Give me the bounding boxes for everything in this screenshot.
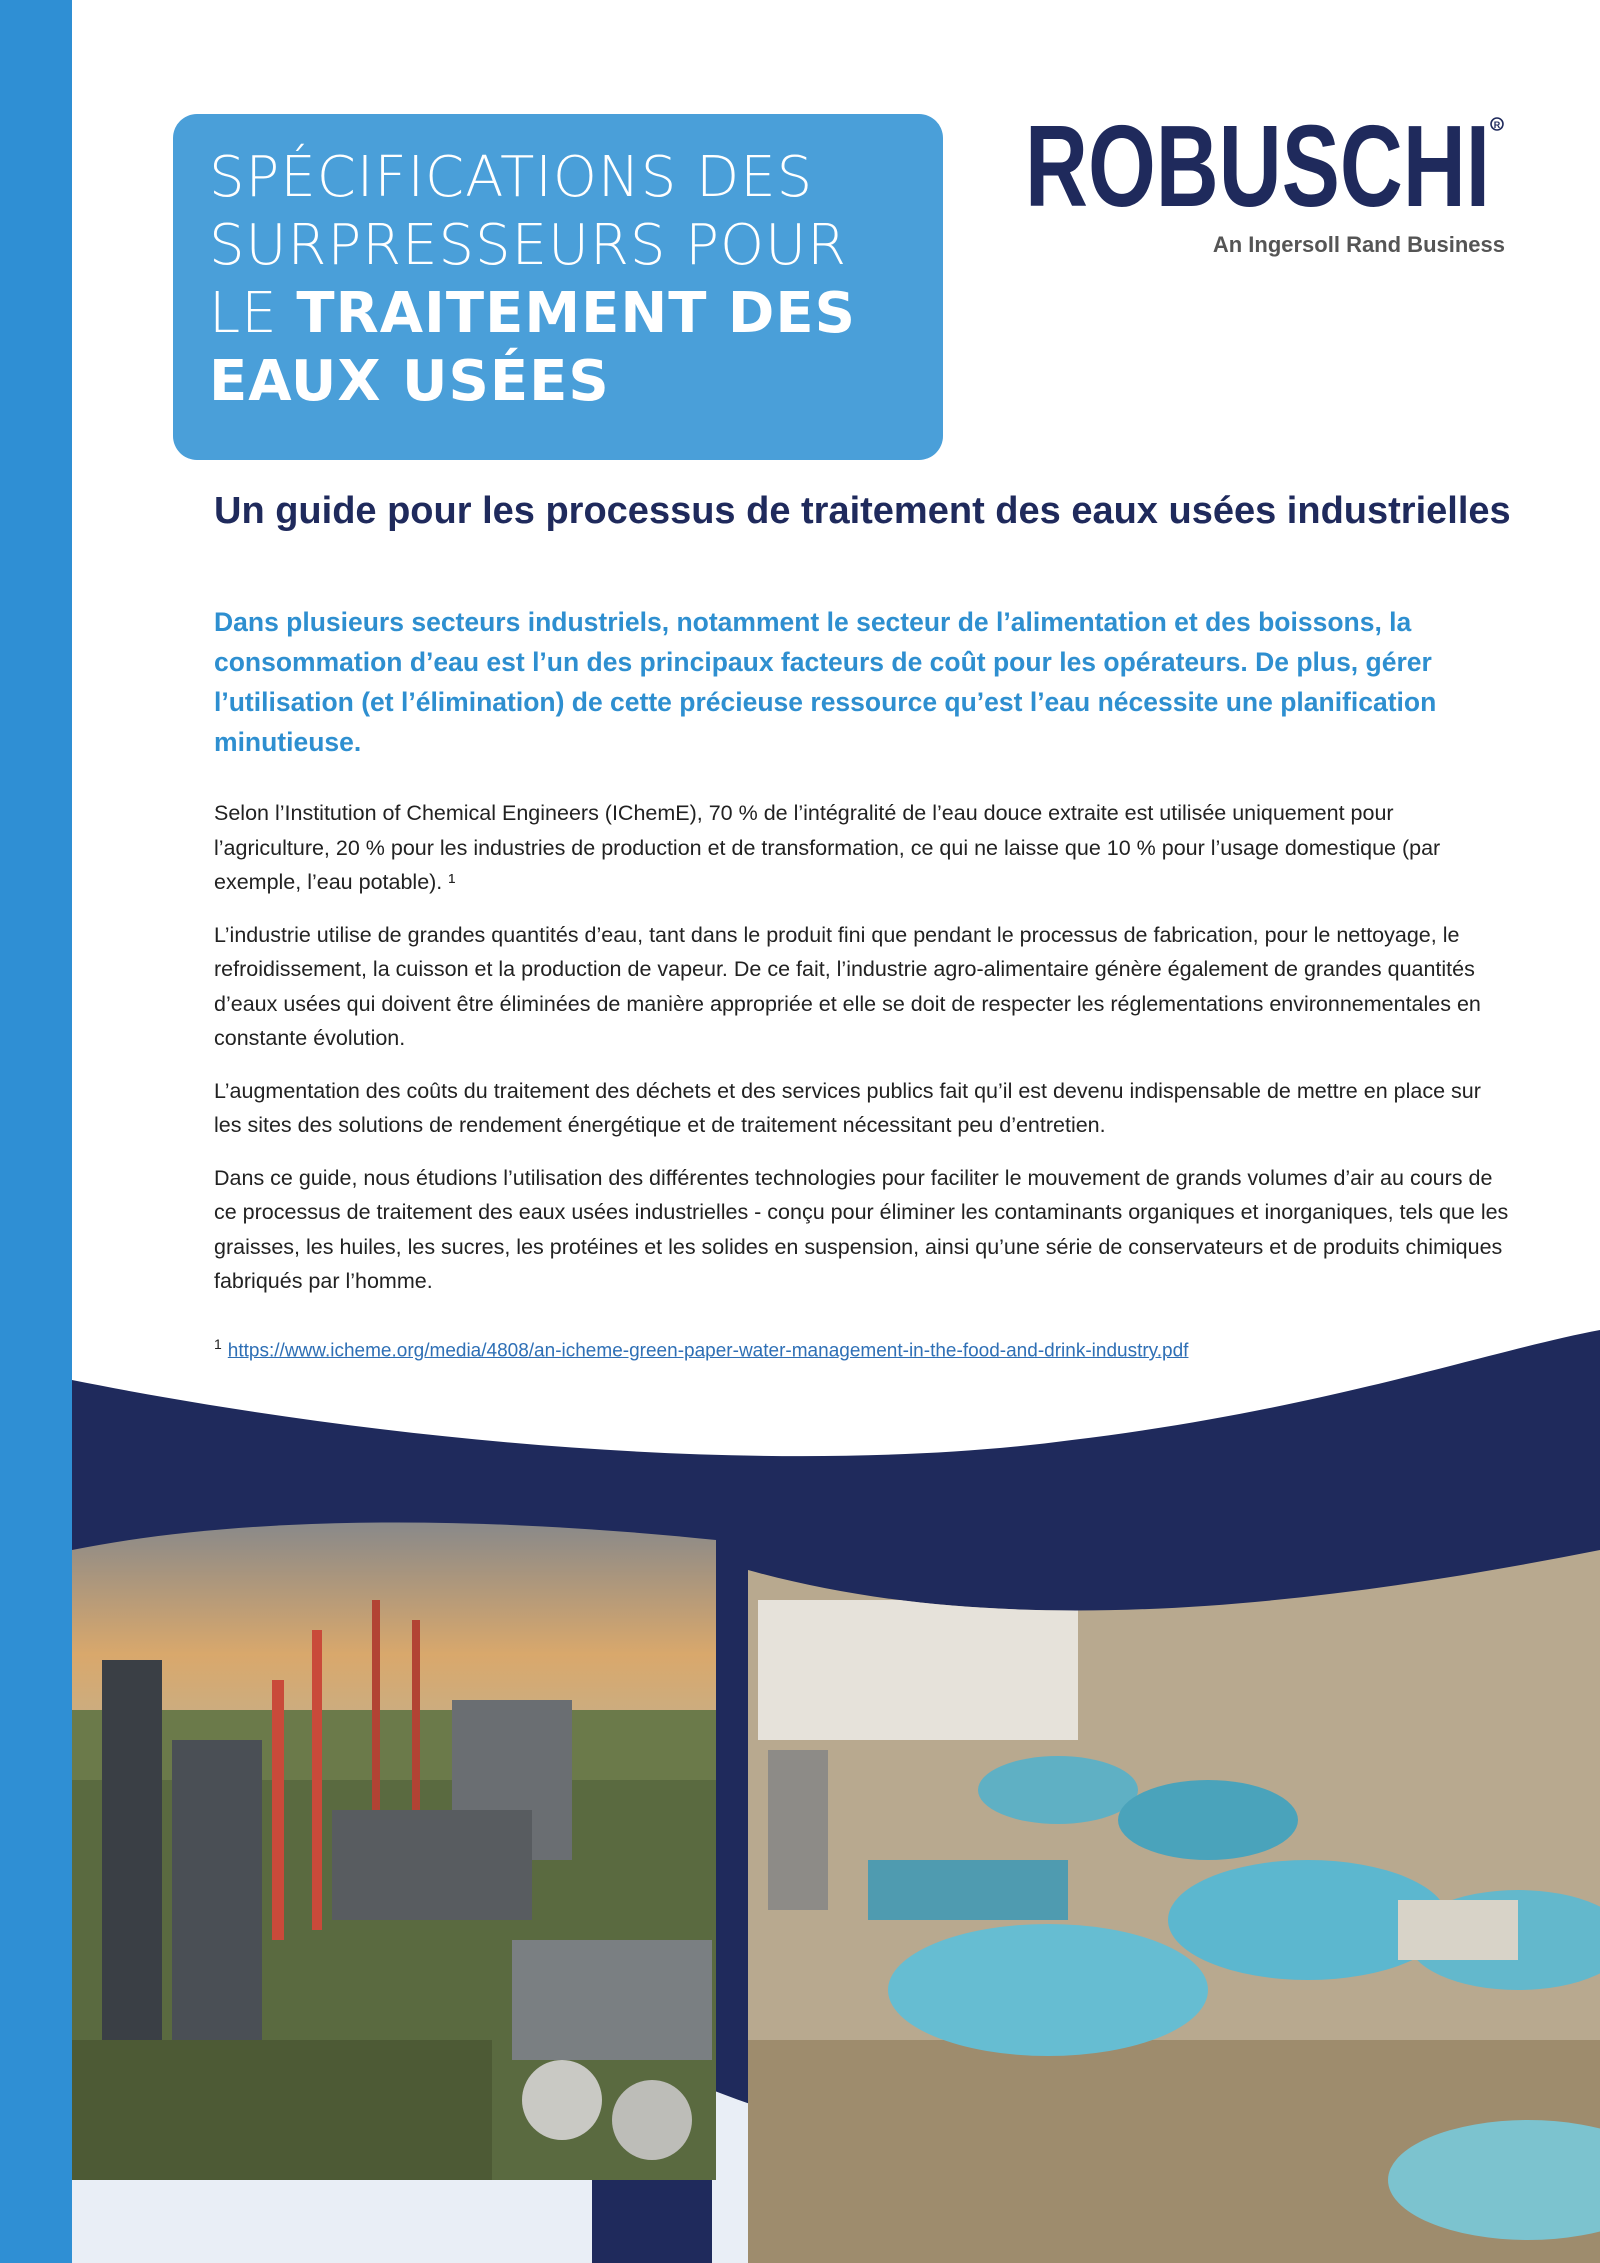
title-line-3-light: LE bbox=[209, 281, 297, 346]
title-line-2: SURPRESSEURS POUR bbox=[209, 213, 847, 278]
svg-text:R: R bbox=[1493, 120, 1501, 130]
logo-text: ROBUSCHI bbox=[1025, 110, 1490, 220]
title-box bbox=[173, 114, 943, 460]
title-line-1: SPÉCIFICATIONS DES bbox=[209, 145, 814, 210]
footnote-link[interactable]: https://www.icheme.org/media/4808/an-icheme-green-paper-water-management-in-the-food-and-drink-industry.pdf bbox=[227, 1340, 1189, 1362]
robuschi-logo bbox=[1025, 110, 1505, 220]
body-text bbox=[214, 796, 1514, 1317]
paragraph-3: L’augmentation des coûts du traitement des déchets et des services publics fait qu’il est devenu indispensable de mettre en place sur les sites des solutions de rendement énergétique et de traitement nécessitant peu d’entretien. bbox=[214, 1078, 1481, 1137]
side-accent-bar bbox=[0, 0, 72, 2263]
wastewater-plant-photo bbox=[748, 1520, 1600, 2263]
paragraph-2: L’industrie utilise de grandes quantités d’eau, tant dans le produit fini que pendant le processus de fabrication, pour le nettoyage, le refroidissement, la cuisson et la production de vapeur. De ce fait, l’industrie agro-alimentaire génère également de grandes quantités d’eaux usées qui doivent être éliminées de manière appropriée et elle se doit de respecter les réglementations environnementales en constante évolution. bbox=[214, 922, 1481, 1050]
logo-tagline: An Ingersoll Rand Business bbox=[1212, 232, 1505, 257]
refinery-photo bbox=[72, 1480, 716, 2180]
title-line-4: EAUX USÉES bbox=[209, 349, 610, 414]
paragraph-1: Selon l’Institution of Chemical Engineers (IChemE), 70 % de l’intégralité de l’eau douce extraite est utilisée uniquement pour l’agriculture, 20 % pour les industries de production et de transformation, ce qui ne laisse que 10 % pour l’usage domestique (par exemple, l’eau potable). ¹ bbox=[214, 801, 1441, 894]
title-line-3-bold: TRAITEMENT DES bbox=[296, 281, 856, 346]
footnote-marker: 1 bbox=[214, 1336, 222, 1352]
intro-paragraph: Dans plusieurs secteurs industriels, notamment le secteur de l’alimentation et des boissons, la consommation d’eau est l’un des principaux facteurs de coût pour les opérateurs. De plus, gérer l’utilisation (et l’élimination) de cette précieuse ressource qu’est l’eau nécessite une planification minutieuse. bbox=[214, 607, 1437, 757]
title-line-3 bbox=[209, 280, 907, 348]
paragraph-4: Dans ce guide, nous étudions l’utilisation des différentes technologies pour faciliter le mouvement de grands volumes d’air au cours de ce processus de traitement des eaux usées industrielles - conçu pour éliminer les contaminants organiques et inorganiques, tels que les graisses, les huiles, les sucres, les protéines et les solides en suspension, ainsi qu’une série de conservateurs et de produits chimiques fabriqués par l’homme. bbox=[214, 1165, 1509, 1293]
page-heading: Un guide pour les processus de traitement des eaux usées industrielles bbox=[214, 490, 1511, 532]
